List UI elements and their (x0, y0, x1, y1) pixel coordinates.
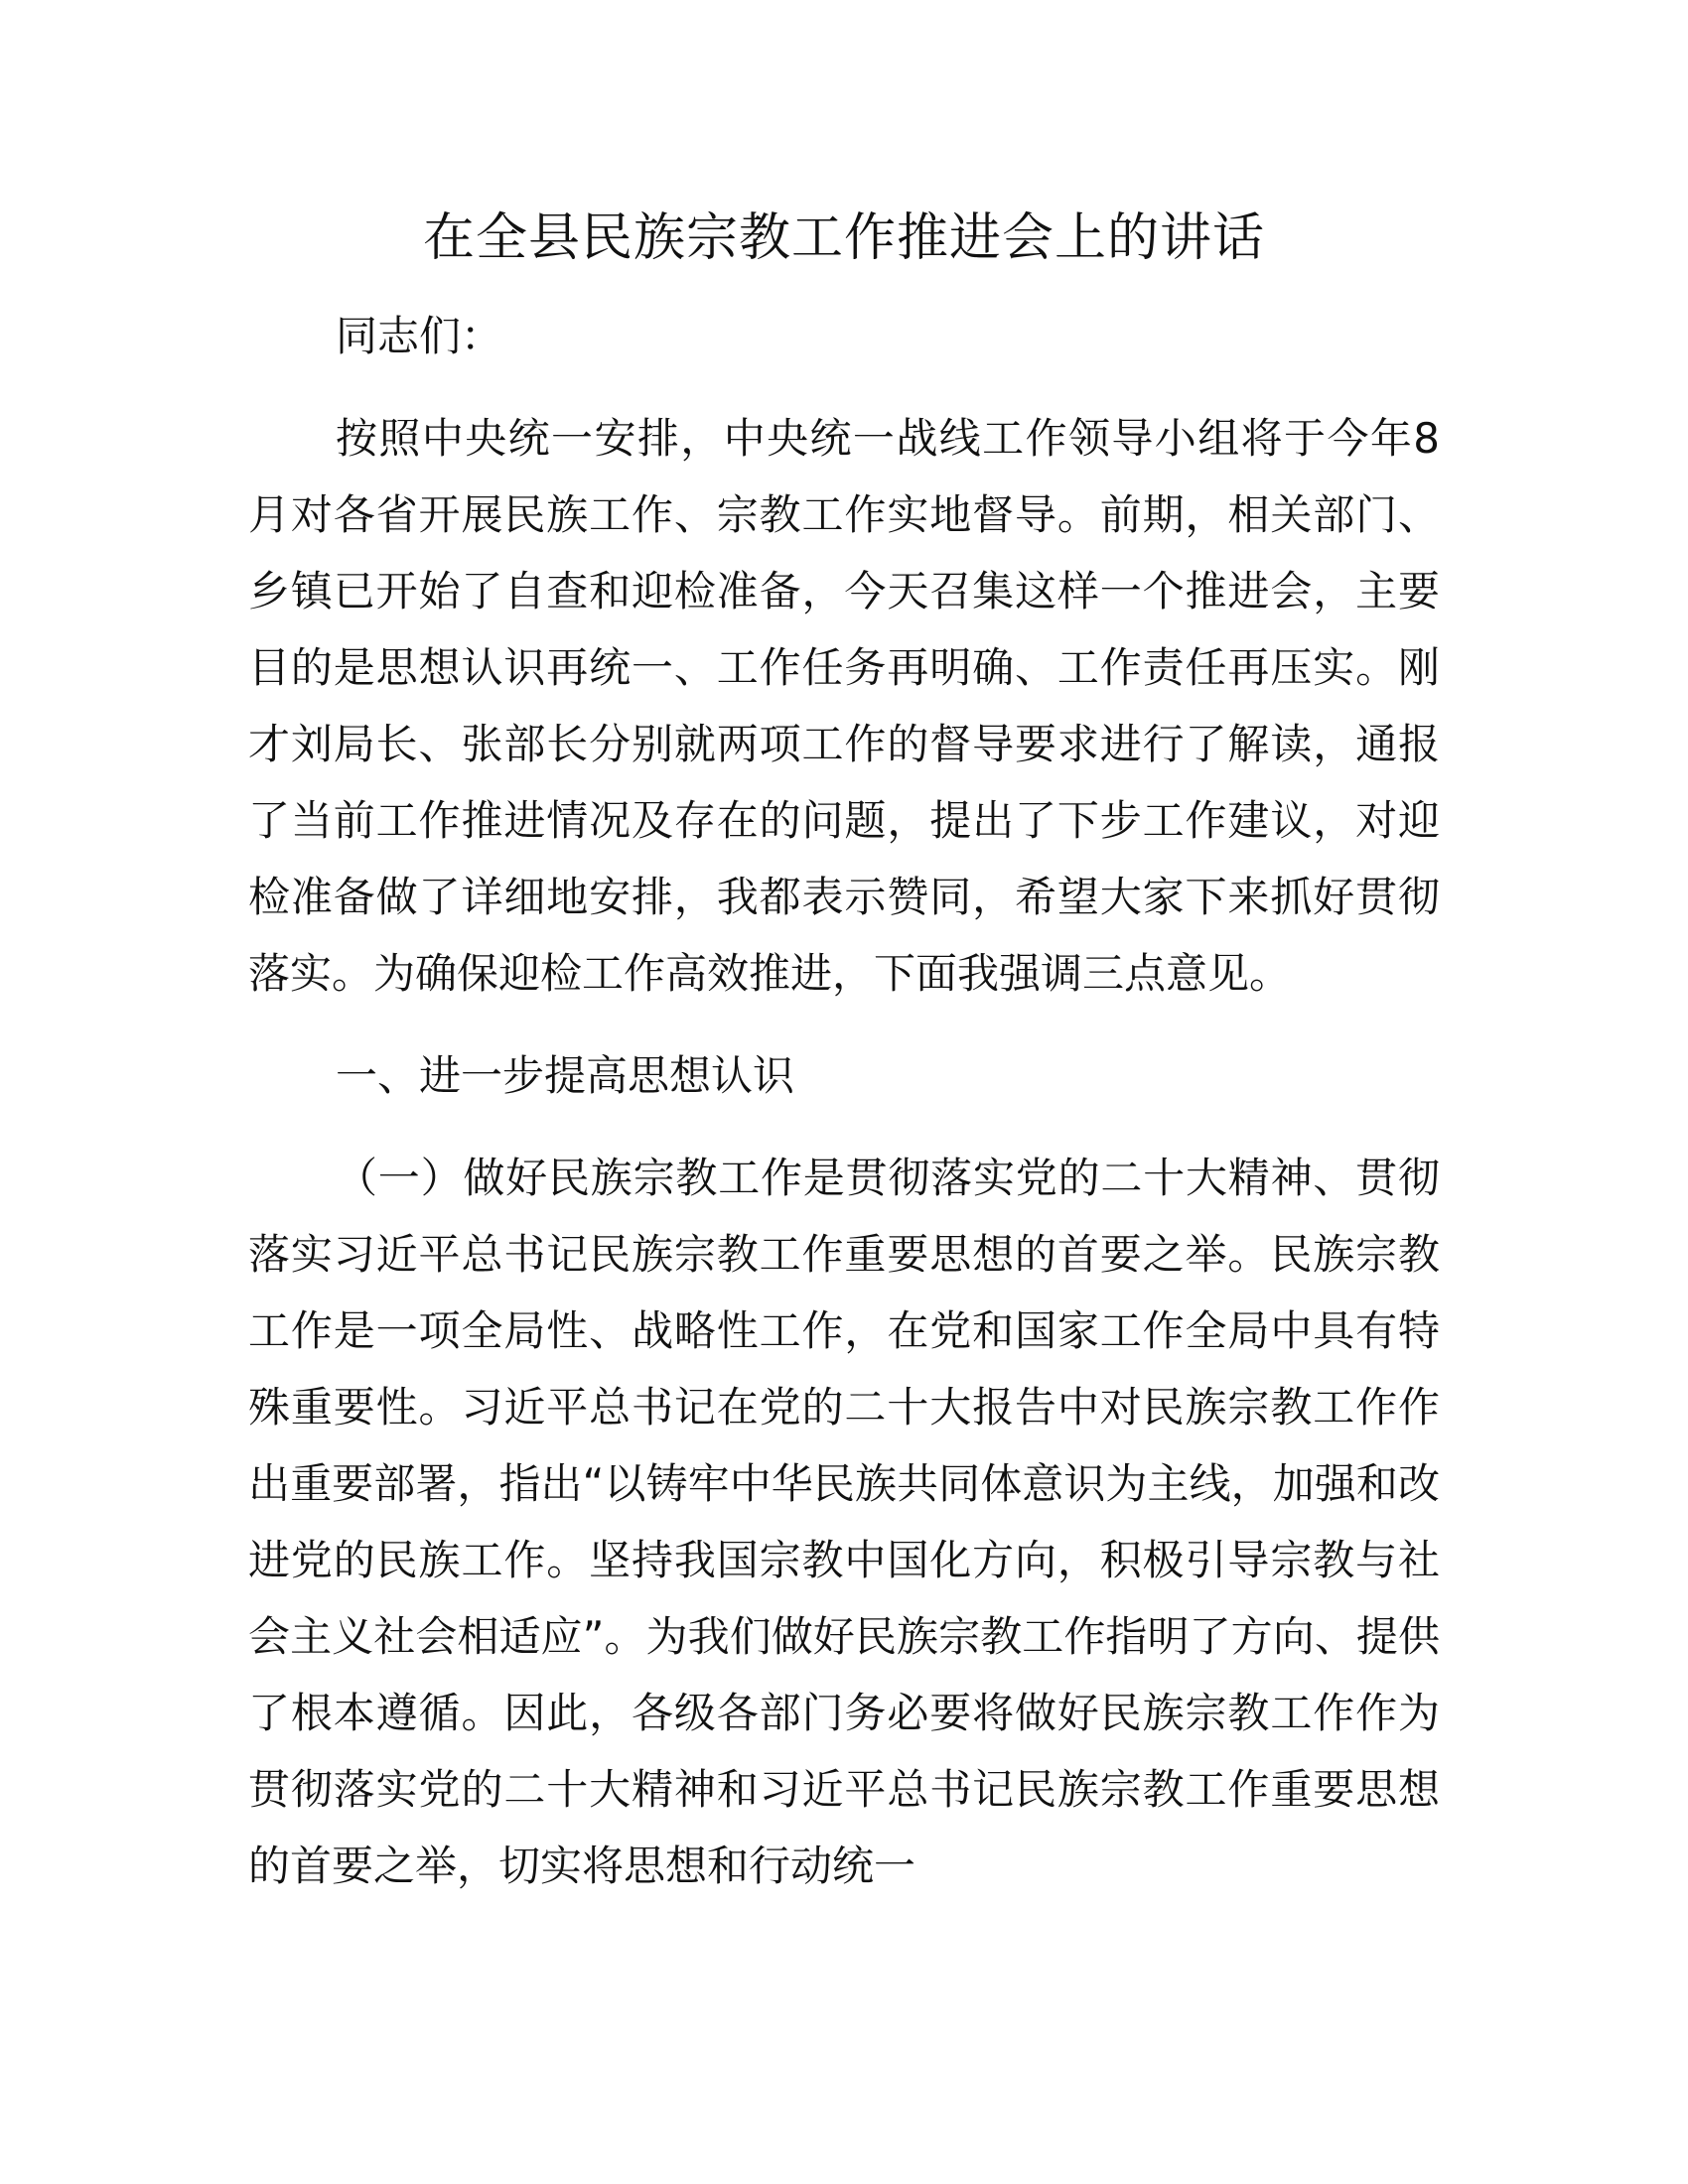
paragraph-section-1-point-1: （一）做好民族宗教工作是贯彻落实党的二十大精神、贯彻落实习近平总书记民族宗教工作重要思想的首要之举。民族宗教工作是一项全局性、战略性工作，在党和国家工作全局中具有特殊重要性。习近平总书记在党的二十大报告中对民族宗教工作作出重要部署，指出“以铸牢中华民族共同体意识为主线，加强和改进党的民族工作。坚持我国宗教中国化方向，积极引导宗教与社会主义社会相适应”。为我们做好民族宗教工作指明了方向、提供了根本遵循。因此，各级各部门务必要将做好民族宗教工作作为贯彻落实党的二十大精神和习近平总书记民族宗教工作重要思想的首要之举，切实将思想和行动统一 (248, 1154, 1440, 1890)
document-body (248, 298, 1440, 1930)
document-title: 在全县民族宗教工作推进会上的讲话 (422, 208, 1265, 268)
paragraph-intro: 按照中央统一安排，中央统一战线工作领导小组将于今年8月对各省开展民族工作、宗教工作实地督导。前期，相关部门、乡镇已开始了自查和迎检准备，今天召集这样一个推进会，主要目的是思想认识再统一、工作任务再明确、工作责任再压实。刚才刘局长、张部长分别就两项工作的督导要求进行了解读，通报了当前工作推进情况及存在的问题，提出了下步工作建议，对迎检准备做了详细地安排，我都表示赞同，希望大家下来抓好贯彻落实。为确保迎检工作高效推进，下面我强调三点意见。 (248, 414, 1440, 998)
section-heading-1: 一、进一步提高思想认识 (336, 1051, 795, 1100)
salutation: 同志们： (336, 312, 503, 360)
